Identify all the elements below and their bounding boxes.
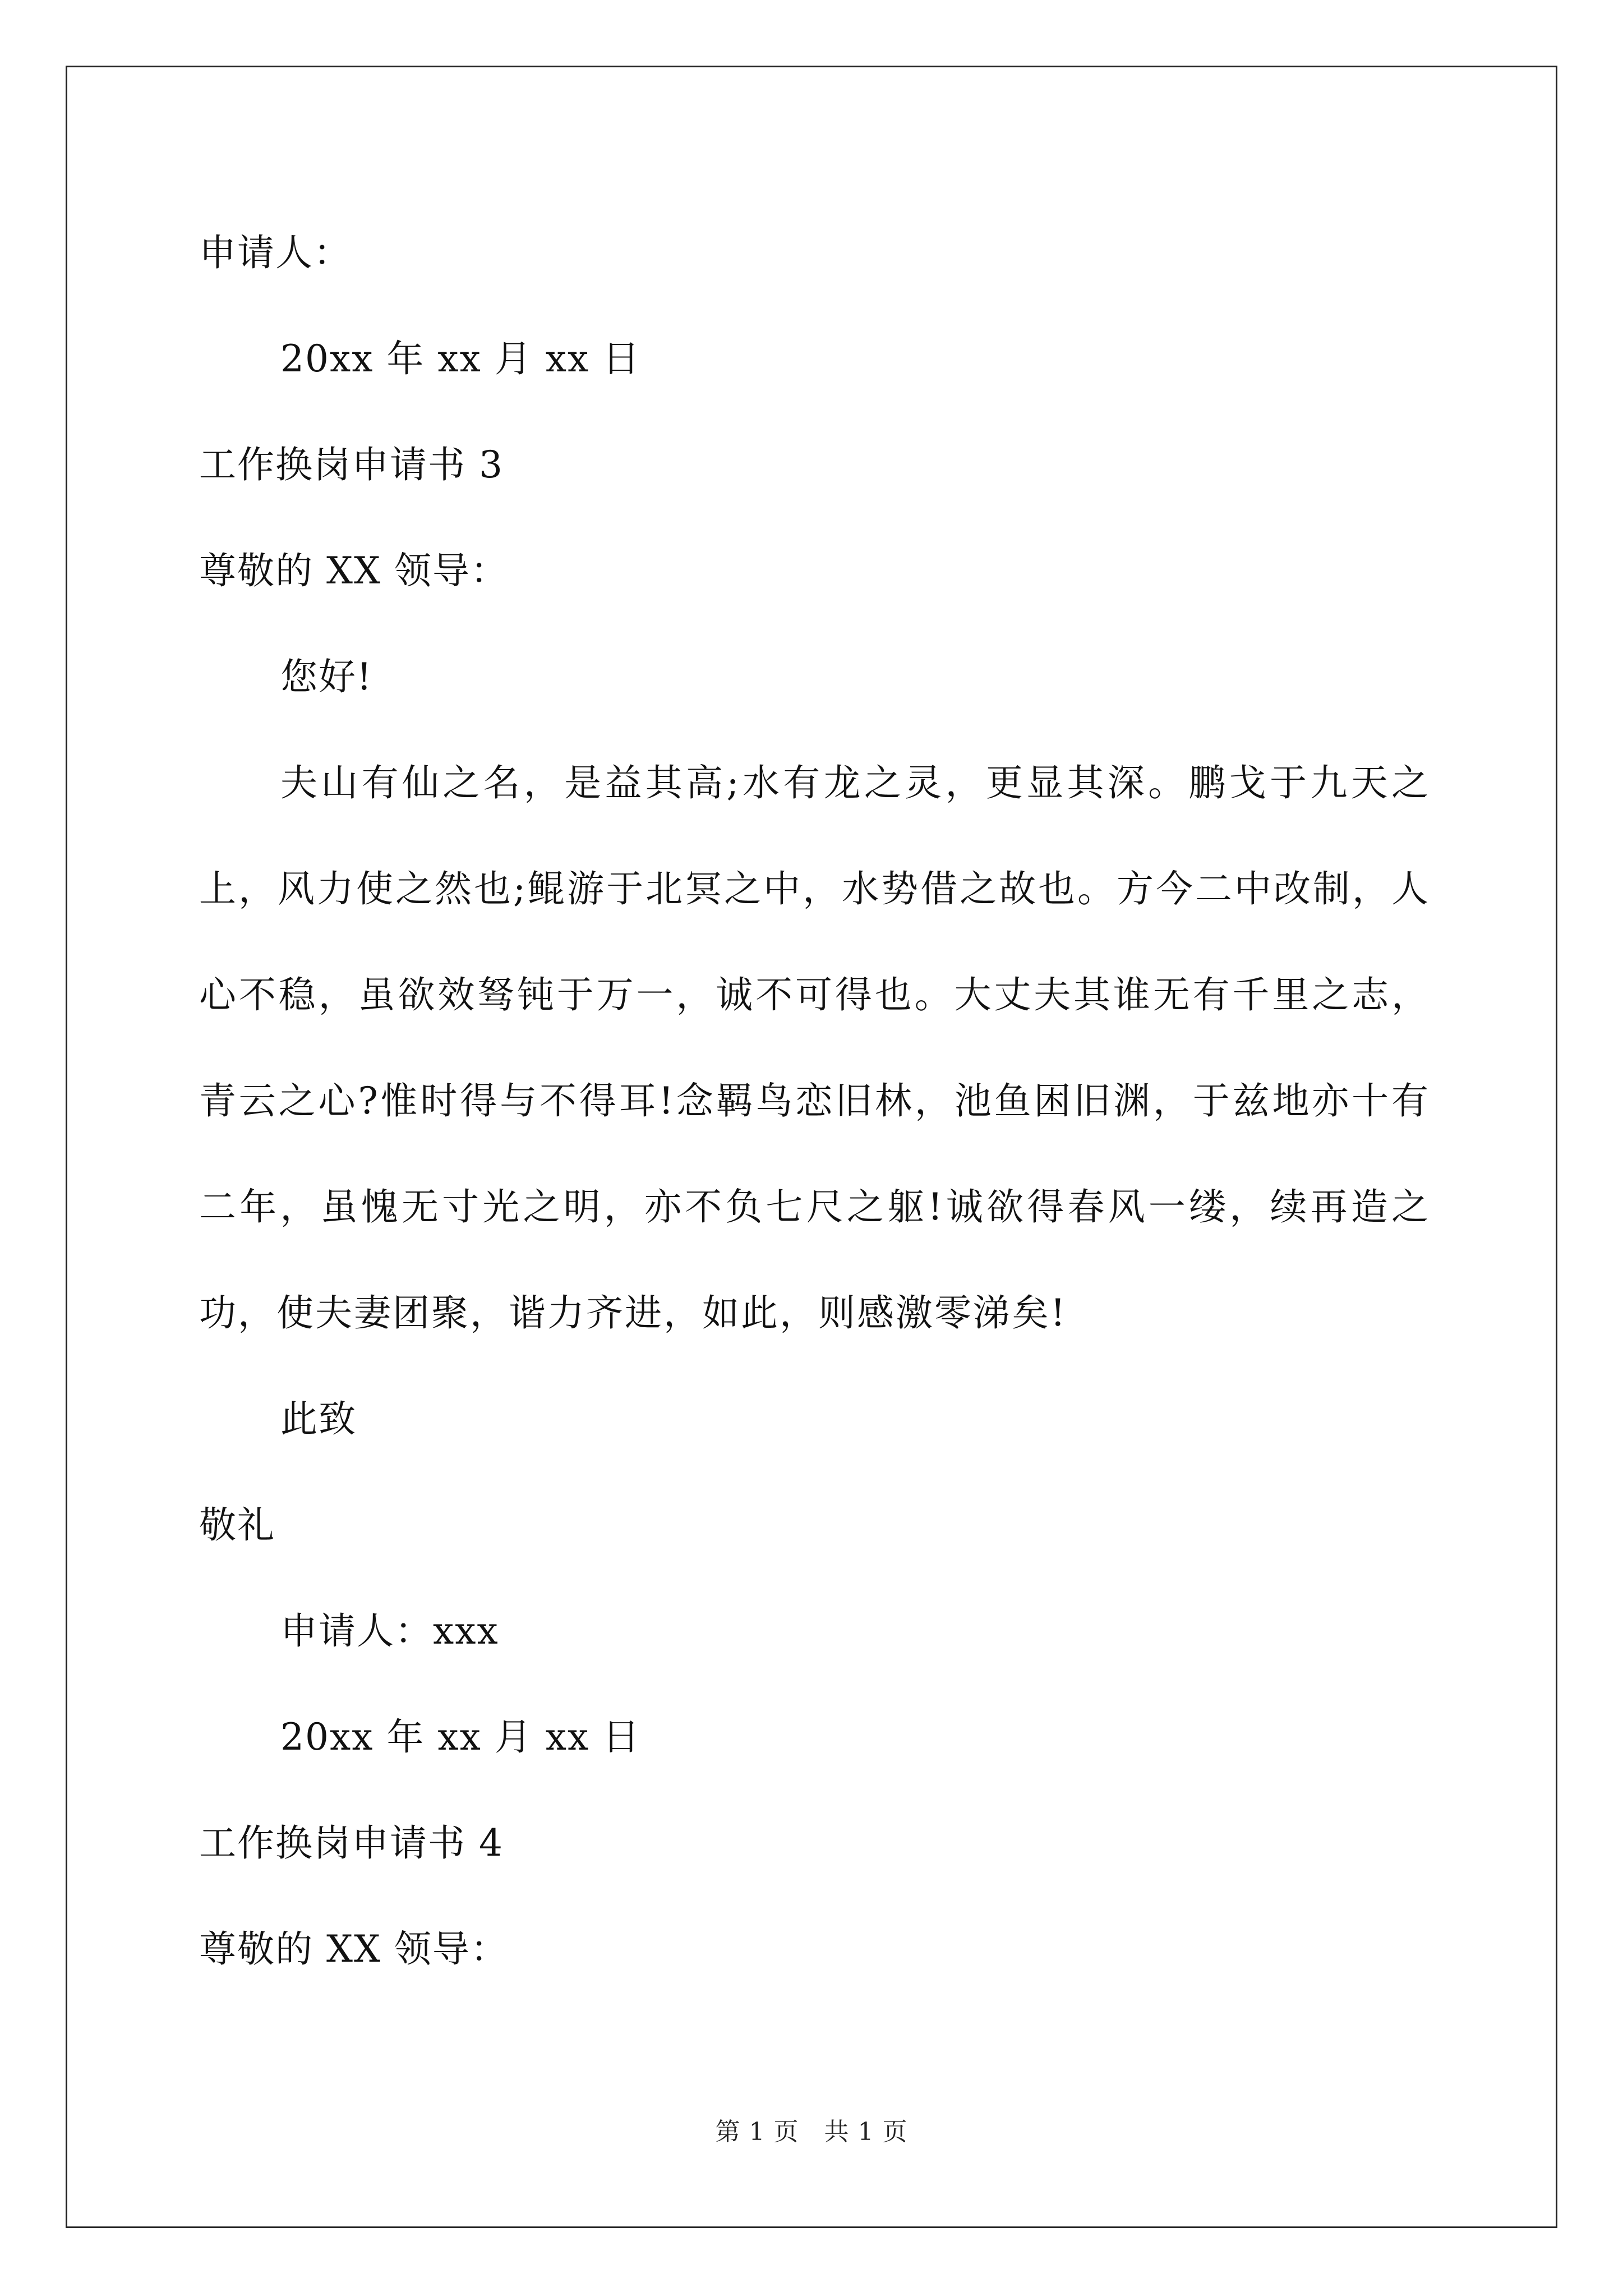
applicant-signature: 申请人：xxx [280, 1609, 499, 1653]
date-line: 20xx 年 xx 月 xx 日 [280, 337, 641, 380]
body-paragraph: 夫山有仙之名，是益其高;水有龙之灵，更显其深。鹏戈于九天之上，风力使之然也;鲲游于北冥之中，水势借之故也。方今二中改制，人心不稳，虽欲效驽钝于万一，诚不可得也。大丈夫其谁无有千里之志，青云之心?惟时得与不得耳!念羁鸟恋旧林，池鱼困旧渊，于兹地亦十有二年，虽愧无寸光之明，亦不负七尺之躯!诚欲得春风一缕，续再造之功，使夫妻团聚，谐力齐进，如此，则感激零涕矣! [199, 761, 1430, 1335]
regards-line: 敬礼 [199, 1503, 275, 1547]
applicant-label: 申请人： [199, 231, 352, 274]
section-title-3: 工作换岗申请书 3 [199, 443, 504, 486]
greeting: 您好! [280, 655, 373, 698]
salutation: 尊敬的 XX 领导： [199, 549, 509, 592]
section-title-4: 工作换岗申请书 4 [199, 1821, 504, 1865]
salutation-2: 尊敬的 XX 领导： [199, 1927, 509, 1971]
page-footer: 第 1 页 共 1 页 [715, 2118, 908, 2146]
signature-date: 20xx 年 xx 月 xx 日 [280, 1715, 641, 1759]
closing-line: 此致 [280, 1397, 357, 1441]
